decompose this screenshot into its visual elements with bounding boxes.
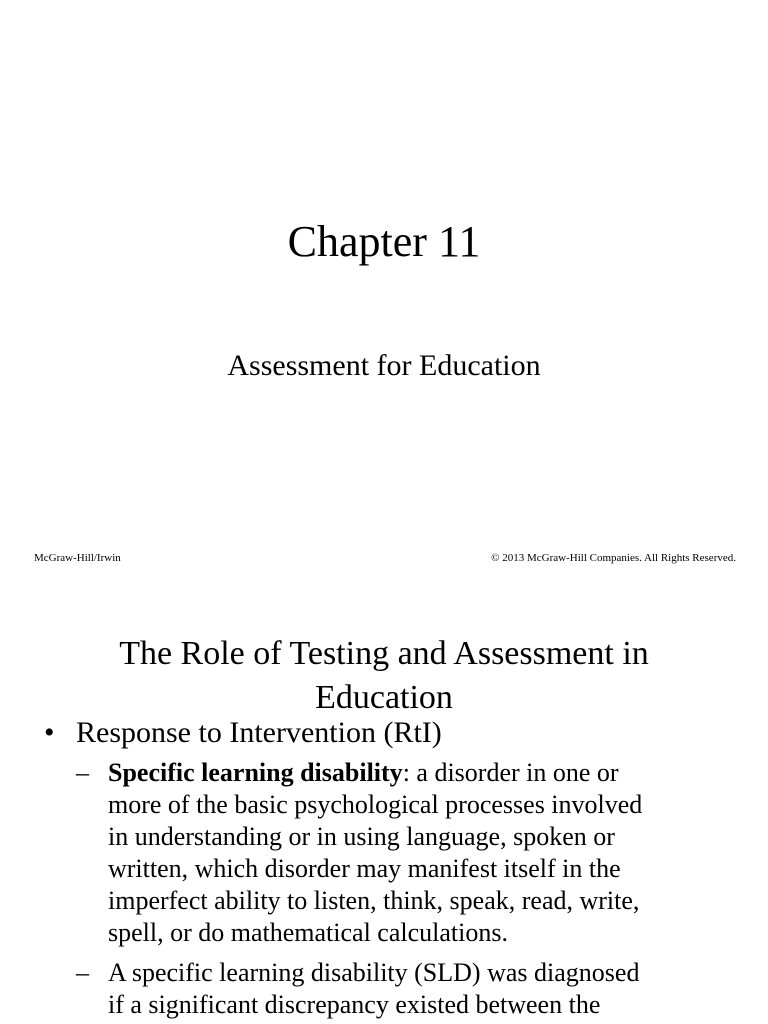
dash-icon: – [76, 758, 89, 787]
term-bold: Specific learning disability [108, 758, 403, 787]
sub-bullet-line: A specific learning disability (SLD) was diagnosed [108, 958, 640, 987]
sub-bullet-line: in understanding or in using language, spoken or [108, 822, 615, 851]
slide-title-line-1: The Role of Testing and Assessment in [119, 635, 649, 672]
slide-role-of-testing [0, 576, 768, 1024]
sub-bullet-line: written, which disorder may manifest itself in the [108, 854, 621, 883]
sub-bullet-line: imperfect ability to listen, think, speak, read, write, [108, 886, 640, 915]
sub-bullet-text [108, 757, 734, 949]
chapter-title: Chapter 11 [287, 217, 481, 266]
sub-bullet-line: if a significant discrepancy existed between the [108, 990, 601, 1019]
bullet-text: Response to Intervention (RtI) [76, 716, 442, 749]
bullet-dot-icon: • [44, 716, 55, 749]
sub-bullet-line: spell, or do mathematical calculations. [108, 918, 508, 947]
slide-title-line-2: Education [315, 679, 453, 716]
publisher-footer: McGraw-Hill/Irwin [34, 552, 121, 564]
sub-bullet-line [108, 757, 734, 789]
copyright-footer: © 2013 McGraw-Hill Companies. All Rights Reserved. [491, 552, 736, 564]
sub-bullet-line-part: : a disorder in one or [402, 758, 619, 787]
dash-icon: – [76, 958, 89, 987]
slide-title [0, 632, 768, 720]
chapter-subtitle: Assessment for Education [227, 349, 541, 382]
sub-bullet-text [108, 957, 734, 1021]
sub-bullet-line: more of the basic psychological processes involved [108, 790, 643, 819]
